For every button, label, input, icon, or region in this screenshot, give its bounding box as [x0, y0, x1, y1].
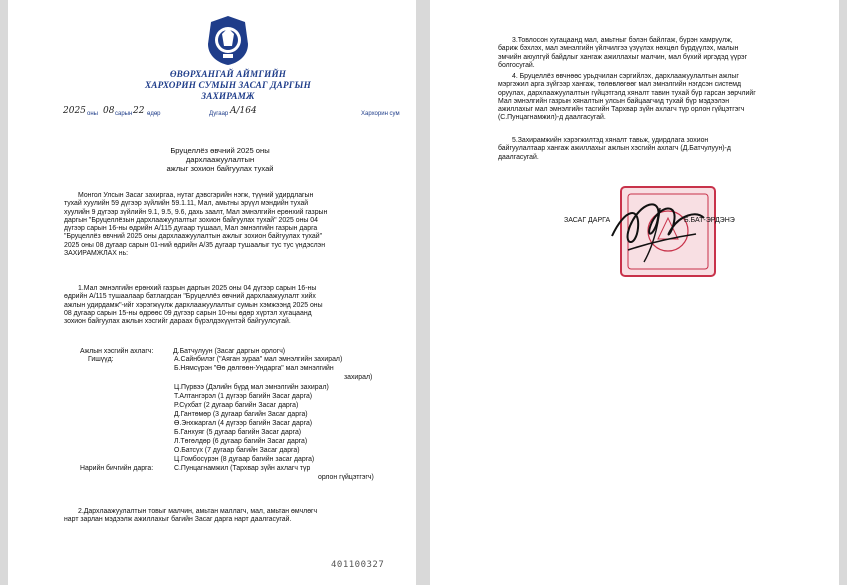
place: Хархорин сум	[361, 111, 400, 117]
preamble-line: "Бруцеллёз өвчний 2025 оны дархлаажуулалтын ажлыг зохион байгуулах тухай"	[64, 233, 323, 241]
label-day: өдөр	[147, 111, 161, 117]
item-4-line: 4. Бруцеллёз өвчнөөс урьдчилан сэргийлэх, дархлаажуулалтын ажлыг	[512, 73, 739, 80]
item-4-line: Мал эмнэлгийн газрын хяналтын улсын байцаагчид тухай бүр мэдээлэн	[498, 97, 730, 105]
item-2-line: нарт зарлан мэдээлж ажиллахыг багийн Засаг дарга нарт даалгасугай.	[64, 516, 292, 524]
member-item: Р.Сүхбат (2 дугаар багийн Засаг дарга)	[174, 402, 299, 409]
document-barcode-number: 401100327	[331, 560, 385, 570]
member-item: Ө.Энхжаргал (4 дүгээр багийн Засаг дарга)	[174, 420, 313, 427]
item-3-line: 3.Товлосон хугацаанд мал, амьтныг бэлэн байлгаж, бүрэн хамруулж,	[512, 37, 733, 44]
preamble-line: дүгээр сарын 16-ны өдрийн А/115 дугаар тушаал, Мал эмнэлгийн газрын дарга	[64, 225, 318, 233]
item-1-line: зохион байгуулах ажлын хэсгийг дараах бүрэлдэхүүнтэй байгуулсугай.	[64, 318, 291, 326]
item-3-line: болгосугай.	[498, 61, 535, 69]
right-page	[430, 0, 839, 585]
preamble-line: хуулийн 9 дүгээр зүйлийн 9.1, 9.5, 9.6, дахь заалт, Мал эмнэлгийн ерөнхий газрын	[64, 208, 328, 216]
label-number: Дугаар	[209, 111, 229, 117]
item-1-line: 1.Мал эмнэлгийн ерөнхий газрын даргын 2025 оны 04 дүгээр сарын 16-ны	[78, 285, 317, 292]
title-line: ажлыг зохион байгуулах тухай	[166, 164, 274, 174]
item-4-line: мэргэжил арга зүйгээр хангаж, төлөвлөгөөг мал эмнэлгийн нэгдсэн системд	[498, 81, 742, 89]
member-item: Л.Төгөлдөр (6 дугаар багийн Засаг дарга)	[174, 438, 308, 445]
item-5-line: 5.Захирамжийн хэрэгжилтэд хяналт тавьж, удирдлага зохион	[512, 137, 709, 144]
item-4-line: ажиллахыг мал эмнэлгийн тасгийн Тархвар зүйн ахлагч түр орлон гүйцэтгэгч	[498, 106, 745, 114]
preamble-line: ЗАХИРАМЖЛАХ нь:	[64, 250, 129, 258]
date-line	[63, 106, 400, 122]
leader-value: Д.Батчулуун (Засаг даргын орлогч)	[173, 348, 286, 355]
title-line: Бруцеллёз өвчний 2025 оны	[170, 146, 270, 155]
item-4-line: (С.Пунцагнамжил)-д даалгасугай.	[498, 114, 606, 122]
preamble	[64, 192, 392, 258]
signatory-name: Б.БАТ-ЭРДЭНЭ	[684, 217, 735, 224]
member-item: Д.Гантөмөр (3 дугаар багийн Засаг дарга)	[174, 411, 308, 418]
secretary-value-cont: орлон гүйцэтгэгч)	[318, 474, 374, 481]
signature-icon	[600, 188, 720, 268]
preamble-line: даргын "Бруцеллёзын дархлаажуулалтыг зохион байгуулах тухай" 2025 оны 04	[64, 216, 318, 224]
item-3	[498, 37, 808, 70]
member-item: Т.Алтангэрэл (1 дүгээр багийн Засаг дарга)	[174, 393, 313, 400]
label-year: оны	[87, 111, 98, 117]
title-line: дархлаажуулалтын	[185, 155, 255, 165]
member-item: захирал)	[344, 374, 373, 381]
members-label: Гишүүд:	[88, 356, 114, 363]
signatory-title: ЗАСАГ ДАРГА	[564, 217, 611, 224]
item-1	[64, 285, 392, 326]
member-item: Б.Нямсүрэн "Өө дөлгөөн-Ундарга" мал эмнэлгийн	[174, 365, 334, 372]
preamble-line: тухай хуулийн 59 дүгээр зүйлийн 59.1.11, Мал, амьтны эрүүл мэндийн тухай	[64, 200, 309, 208]
item-3-line: эмчийн аюулгүй байдлыг хангаж ажиллахыг малчин, мал бүхий иргэдэд үүрэг	[498, 53, 748, 61]
item-2-line: 2.Дархлаажуулалтын товыг малчин, амьтан маллагч, мал, амьтан өмчлөгч	[78, 508, 318, 515]
item-1-line: ажлын удирдамж"-ийг хэрэгжүүлж дархлаажуулалтыг сумын хэмжээнд 2025 оны	[64, 301, 323, 309]
item-5-line: байгуулалтаар хангаж ажиллахыг ажлын хэсгийн ахлагч (Д.Батчулуун)-д	[498, 145, 731, 153]
date-day: 22	[133, 106, 145, 116]
item-5-line: даалгасугай.	[498, 153, 539, 161]
secretary-label: Нарийн бичгийн дарга:	[80, 465, 154, 472]
item-3-line: бариж бэхлэх, мал эмнэлгийн үйлчилгээ үзүүлэх нөхцөл бүрдүүлэх, малын	[498, 45, 739, 53]
order-number: A/164	[230, 106, 257, 116]
member-item: О.Батсүх (7 дугаар багийн Засаг дарга)	[174, 447, 300, 454]
org-line-aimag: ӨВӨРХАНГАЙ АЙМГИЙН	[169, 69, 287, 79]
preamble-line: Монгол Улсын Засаг захиргаа, нутаг дэвсгэрийн нэгж, түүний удирдлагын	[78, 192, 314, 199]
item-1-line: 08 дугаар сарын 15-ны өдрөөс 09 дүгээр сарын 10-ны өдөр хүртэл хугацаанд	[64, 309, 312, 317]
state-emblem-icon	[205, 14, 251, 66]
org-line-sum: ХАРХОРИН СУМЫН ЗАСАГ ДАРГЫН	[144, 80, 312, 90]
preamble-line: 2025 оны 08 дугаар сарын 01-ний өдрийн А/35 дугаар тушаалыг тус тус үндэслэн	[64, 241, 326, 249]
member-item: Ц.Пүрвээ (Дэлийн бүрд мал эмнэлгийн захирал)	[174, 384, 329, 391]
member-item: Ц.Гомбосүрэн (8 дугаар багийн засаг дарга)	[174, 456, 315, 463]
item-2	[64, 508, 392, 525]
member-item: Б.Ганхуяг (5 дугаар багийн Засаг дарга)	[174, 429, 302, 436]
date-year: 2025	[63, 106, 86, 116]
item-1-line: өдрийн А/115 тушаалаар батлагдсан "Бруцеллёз өвчний дархлаажуулалт хийх	[64, 293, 316, 301]
working-group	[80, 348, 400, 508]
org-line-doc-type: ЗАХИРАМЖ	[201, 91, 255, 101]
item-4-line: оруулах, дархлаажуулалтын гүйцэтгэлд хяналт тавин тухай бүр гарсан зөрчлийг	[498, 89, 756, 97]
date-month: 08	[103, 106, 115, 116]
member-item: А.Сайнбилэг ("Аяган зураа" мал эмнэлгийн захирал)	[174, 356, 343, 363]
leader-label: Ажлын хэсгийн ахлагч:	[80, 348, 154, 355]
label-month: сарын	[115, 111, 133, 117]
secretary-value: С.Пунцагнамжил (Тархвар зүйн ахлагч түр	[174, 465, 311, 472]
left-page	[8, 0, 416, 585]
item-4	[498, 73, 808, 123]
document-title	[120, 146, 320, 174]
item-5	[498, 137, 808, 162]
